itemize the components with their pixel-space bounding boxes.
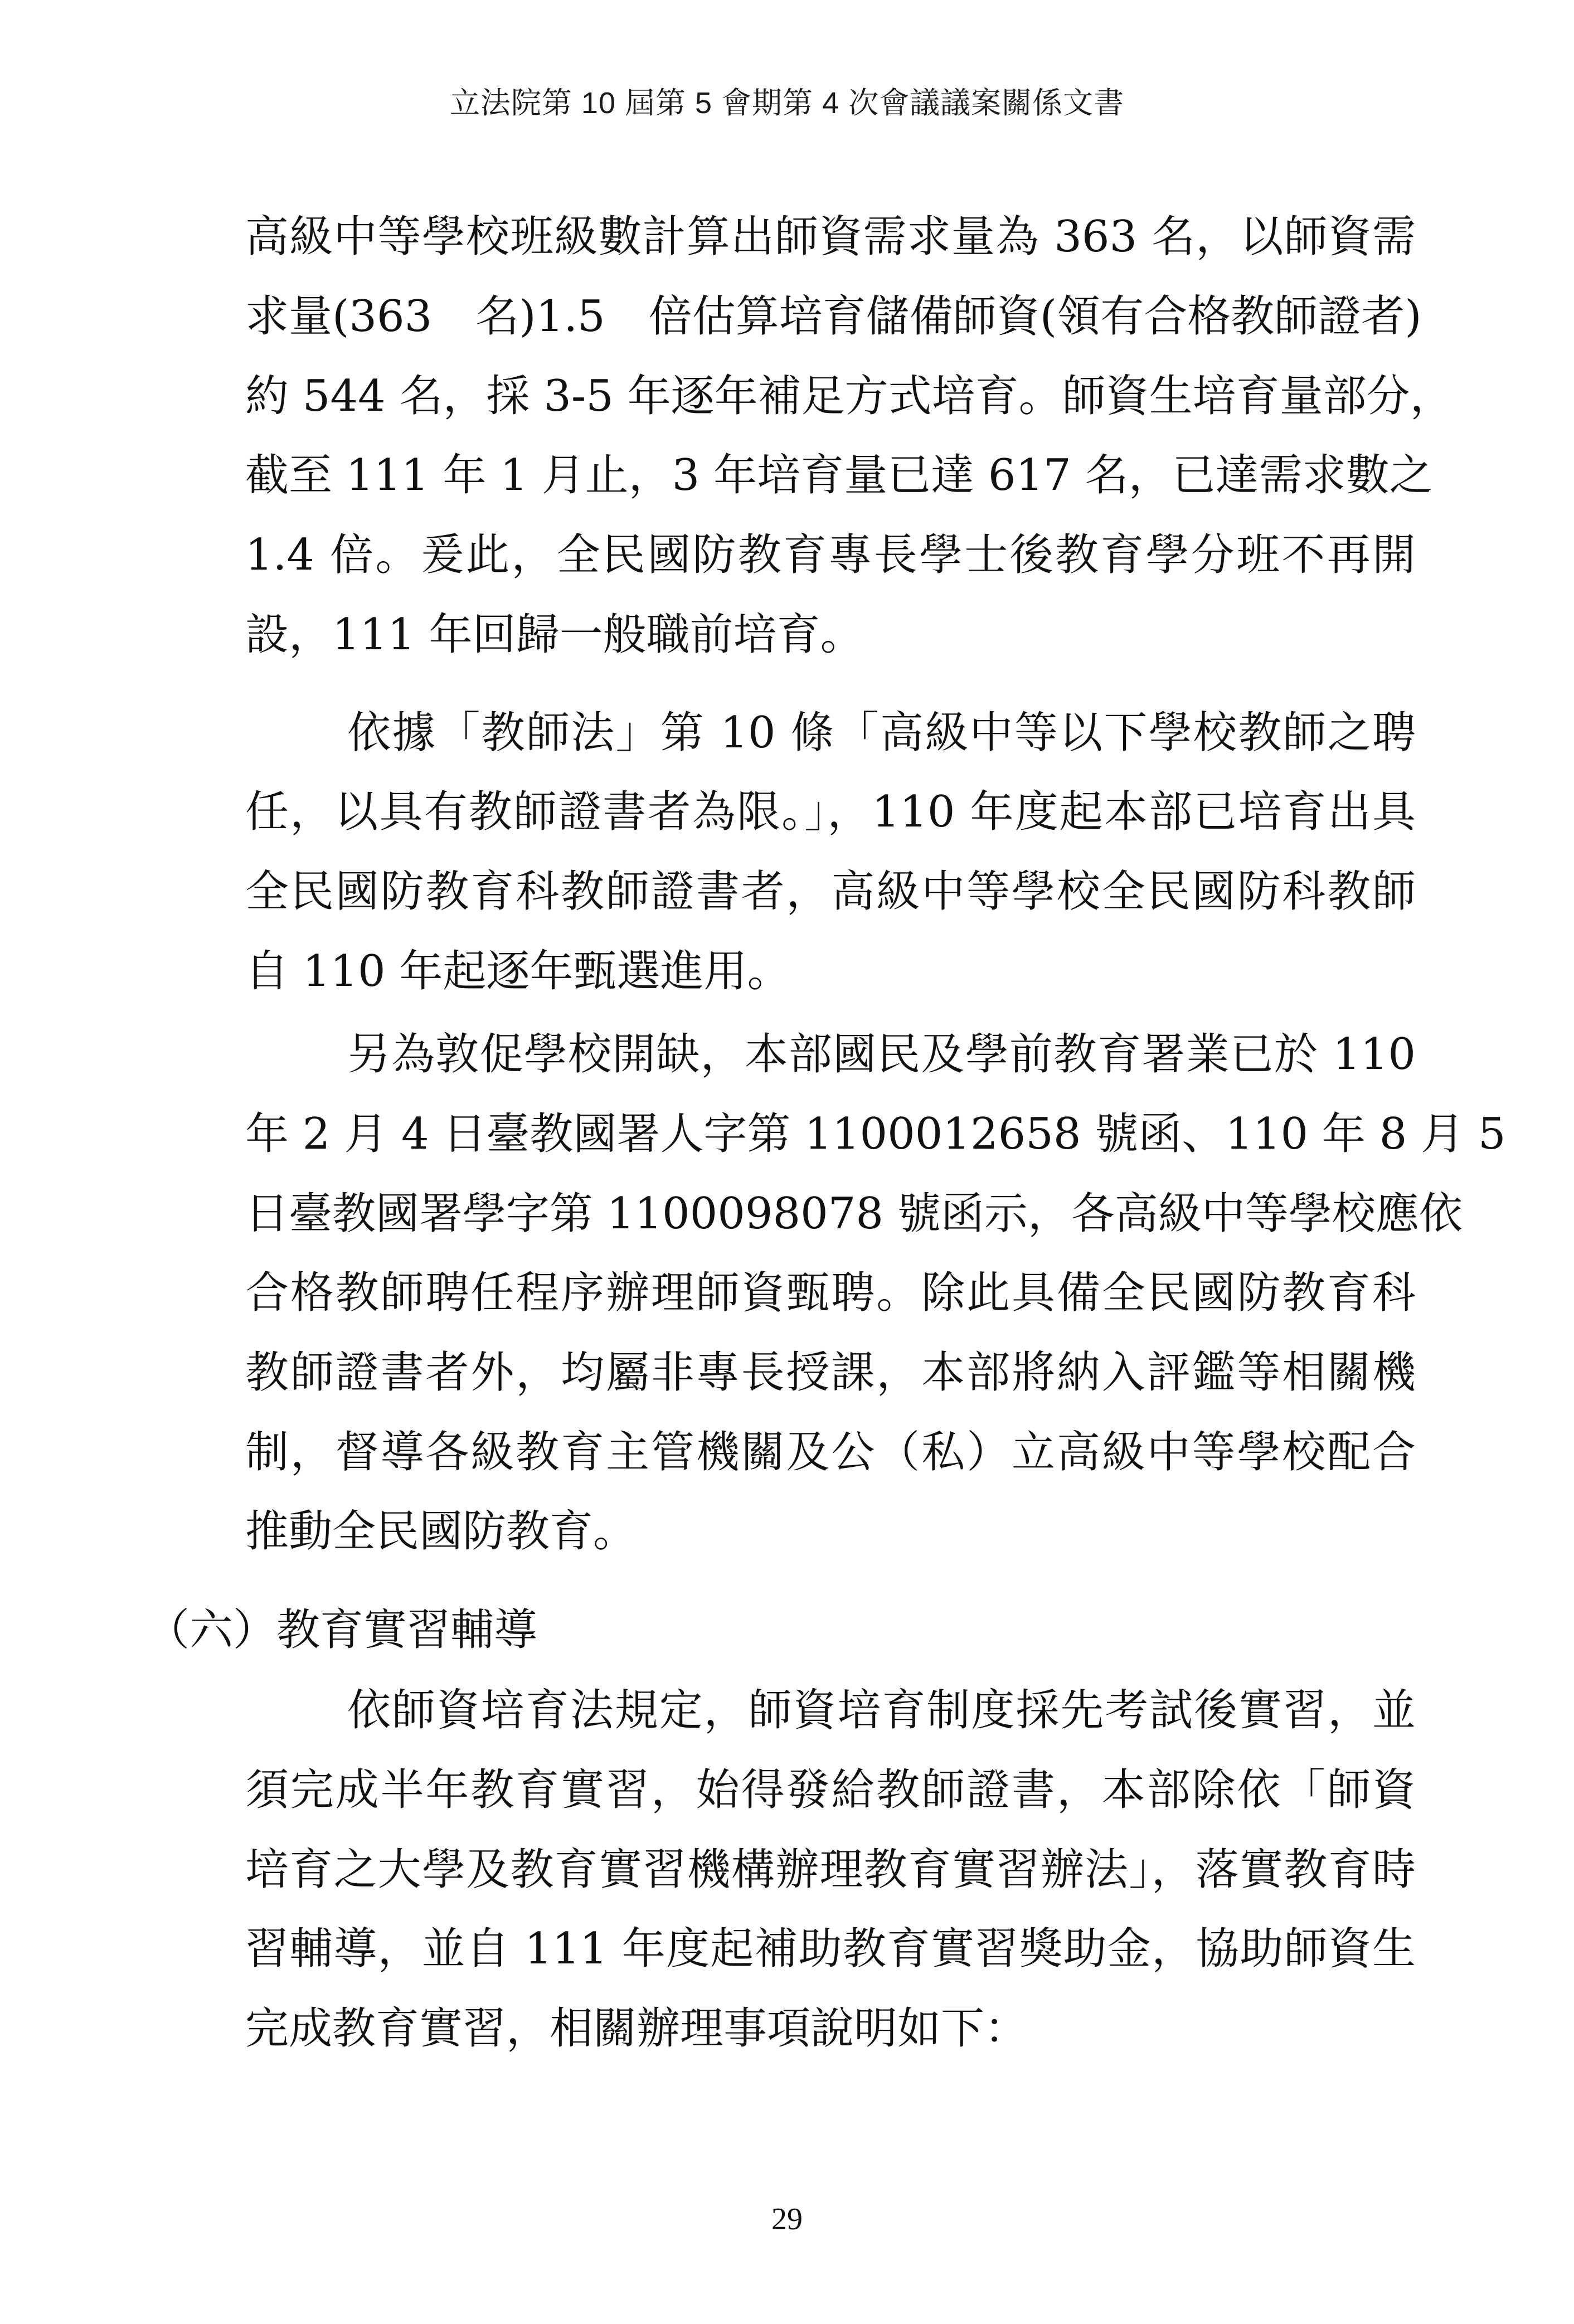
document-header: 立法院第 10 屆第 5 會期第 4 次會議議案關係文書 — [449, 86, 1125, 120]
section-paragraph-line-2: 須完成半年教育實習，始得發給教師證書，本部除依「師資 — [245, 1765, 1416, 1815]
paragraph-2-line-1: 依據「教師法」第 10 條「高級中等以下學校教師之聘 — [347, 708, 1416, 758]
paragraph-2-line-3: 全民國防教育科教師證書者，高級中等學校全民國防科教師 — [245, 867, 1416, 917]
paragraph-3-line-3: 日臺教國署學字第 1100098078 號函示，各高級中等學校應依 — [245, 1189, 1463, 1239]
paragraph-1-line-3: 約 544 名，採 3-5 年逐年補足方式培育。師資生培育量部分， — [245, 371, 1454, 421]
paragraph-1-line-6: 設，111 年回歸一般職前培育。 — [245, 610, 864, 660]
page-number: 29 — [771, 2202, 803, 2237]
paragraph-3-line-5: 教師證書者外，均屬非專長授課，本部將納入評鑑等相關機 — [245, 1348, 1416, 1398]
paragraph-3-line-1: 另為敦促學校開缺，本部國民及學前教育署業已於 110 — [347, 1029, 1416, 1080]
paragraph-3-line-2: 年 2 月 4 日臺教國署人字第 1100012658 號函、110 年 8 月 5 — [245, 1109, 1506, 1159]
section-paragraph-line-5: 完成教育實習，相關辦理事項說明如下： — [245, 2004, 1028, 2054]
paragraph-1-line-1: 高級中等學校班級數計算出師資需求量為 363 名，以師資需 — [245, 212, 1416, 262]
paragraph-2-line-4: 自 110 年起逐年甄選進用。 — [245, 946, 791, 996]
section-paragraph-line-4: 習輔導，並自 111 年度起補助教育實習獎助金，協助師資生 — [245, 1924, 1416, 1974]
paragraph-1-line-2: 求量(363 名)1.5 倍估算培育儲備師資(領有合格教師證者) — [245, 291, 1422, 342]
section-paragraph-line-3: 培育之大學及教育實習機構辦理教育實習辦法」，落實教育時 — [245, 1845, 1416, 1895]
paragraph-3-line-4: 合格教師聘任程序辦理師資甄聘。除此具備全民國防教育科 — [245, 1268, 1416, 1318]
paragraph-1-line-4: 截至 111 年 1 月止，3 年培育量已達 617 名，已達需求數之 — [245, 450, 1433, 500]
paragraph-2-line-2: 任，以具有教師證書者為限。」，110 年度起本部已培育出具 — [245, 787, 1416, 837]
section-heading: （六）教育實習輔導 — [146, 1605, 538, 1655]
paragraph-3-line-6: 制，督導各級教育主管機關及公（私）立高級中等學校配合 — [245, 1427, 1416, 1477]
paragraph-3-line-7: 推動全民國防教育。 — [245, 1506, 637, 1557]
section-paragraph-line-1: 依師資培育法規定，師資培育制度採先考試後實習，並 — [347, 1685, 1416, 1735]
paragraph-1-line-5: 1.4 倍。爰此，全民國防教育專長學士後教育學分班不再開 — [245, 530, 1416, 580]
